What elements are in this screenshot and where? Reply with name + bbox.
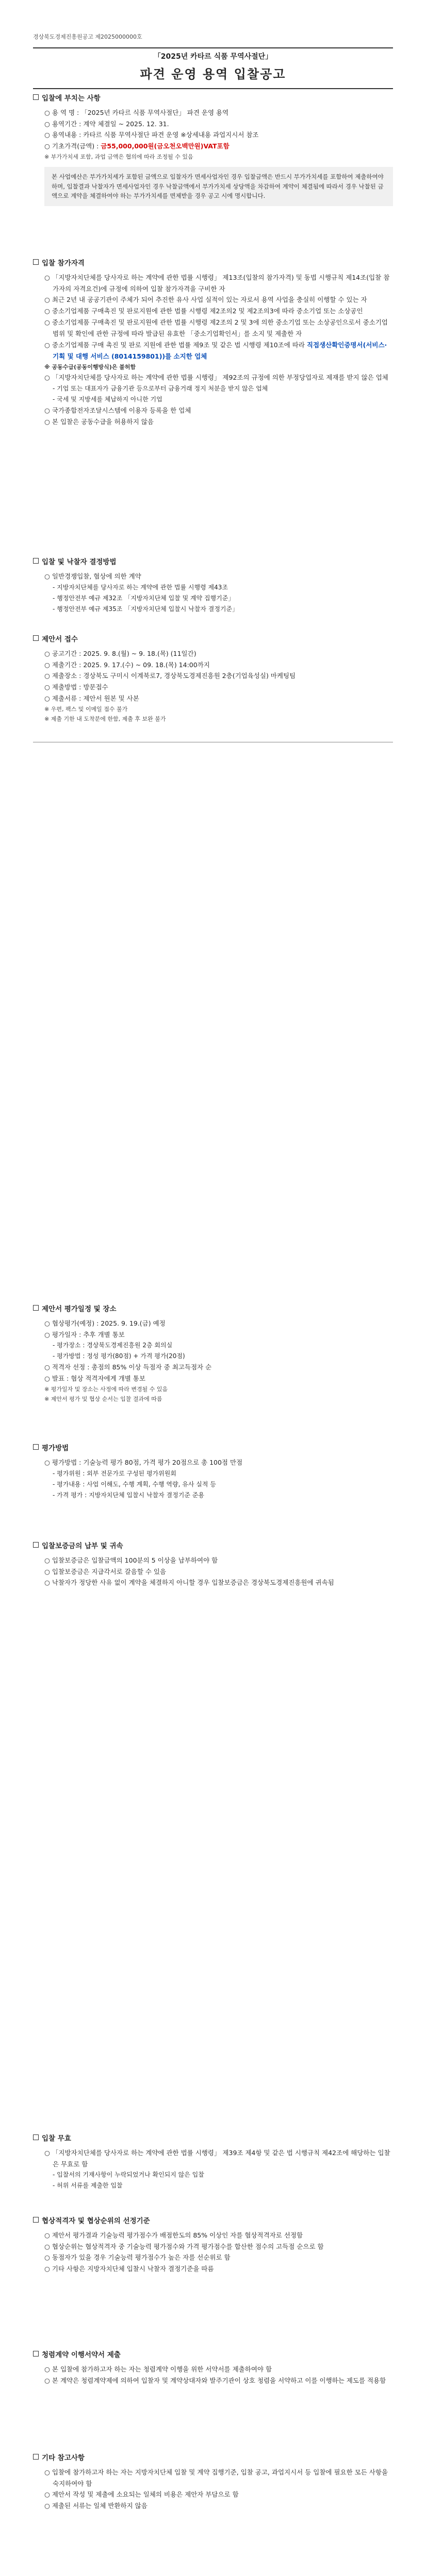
list-item: ○ 기타 사항은 지방자치단체 입찰시 낙찰자 결정기준을 따름 — [44, 2265, 214, 2273]
vat-notice-box: 본 사업예산은 부가가치세가 포함된 금액으로 입찰자가 면세사업자인 경우 입찰금액은 반드시 부가가치세를 포함하여 제출하여야 하며, 입찰결과 낙찰자가 면세사업자인 경우 낙찰금액에서 부가가치세 상당액을 차감하여 계약이 체결됨에 따라서 경우 낙찰된 금액으로 계약을 체결하여야 하는 부가가치세를 면제받을 경우 공고 시에 명시합니다. — [44, 167, 393, 206]
list-item: ○ 본 입찰에 참가하고자 하는 자는 청렴계약 이행을 위한 서약서를 제출하여야 함 — [44, 2365, 272, 2373]
square-bullet-icon — [33, 635, 39, 641]
price-note: ※ 부가가치세 포함, 과업 금액은 협의에 따라 조정될 수 있음 — [44, 154, 193, 161]
square-bullet-icon — [33, 1542, 39, 1548]
list-item: - 평가내용 : 사업 이해도, 수행 계획, 수행 역량, 유사 실적 등 — [53, 1480, 216, 1488]
section-award-method — [33, 556, 393, 615]
list-item: ○ 용역기간 : 계약 체결일 ~ 2025. 12. 31. — [44, 120, 169, 128]
section-integrity-pledge — [33, 2349, 393, 2386]
list-item: ○ 제출서류 : 제안서 원본 및 사본 — [44, 694, 139, 703]
list-item: ○ 「지방자치단체를 당사자로 하는 계약에 관한 법률 시행령」 제92조의 규정에 의한 부정당업자로 제재를 받지 않은 업체 — [44, 373, 388, 381]
list-item: ○ 적격자 선정 : 총점의 85% 이상 득점자 중 최고득점자 순 — [44, 1363, 212, 1371]
square-bullet-icon — [33, 2217, 39, 2223]
list-item: ○ 입찰보증금은 지급각서로 갈음할 수 있음 — [44, 1567, 167, 1575]
list-item: ○ 제안서 작성 및 제출에 소요되는 일체의 비용은 제안자 부담으로 함 — [44, 2490, 239, 2499]
square-bullet-icon — [33, 2351, 39, 2357]
list-item: ○ 중소기업제품 구매촉진 및 판로지원에 관한 법률 시행령 제2조의2 및 제2조의3에 따라 중소기업 또는 소상공인 — [44, 307, 363, 315]
square-bullet-icon — [33, 2454, 39, 2460]
list-item: - 평가방법 : 정성 평가(80점) + 가격 평가(20점) — [53, 1352, 185, 1360]
section-other-notes — [33, 2452, 393, 2512]
section-qualification — [33, 258, 393, 428]
list-item: ○ 협상평가(예정) : 2025. 9. 19.(금) 예정 — [44, 1319, 166, 1327]
list-item: - 행정안전부 예규 제35조 「지방자치단체 입찰시 낙찰자 결정기준」 — [53, 605, 239, 613]
list-item: ○ 발표 : 협상 적격자에게 개별 통보 — [44, 1375, 145, 1383]
section-negotiation-criteria — [33, 2215, 393, 2275]
list-item: ○ 본 계약은 청렴계약제에 의하여 입찰자 및 계약상대자와 발주기관이 상호 청렴을 서약하고 이를 이행하는 제도를 적용함 — [44, 2376, 386, 2384]
list-item: ○ 제출장소 : 경상북도 구미시 이계북로7, 경상북도경제진흥원 2층(기업육성실) 마케팅팀 — [44, 672, 296, 680]
section-heading: 입찰 및 낙찰자 결정방법 — [33, 556, 393, 569]
section-heading: 입찰 참가자격 — [33, 258, 393, 270]
title-box — [33, 47, 393, 89]
list-item: - 국세 및 지방세를 체납하지 아니한 기업 — [53, 395, 162, 403]
square-bullet-icon — [33, 94, 39, 100]
submission-note: ※ 제출 기한 내 도착분에 한함, 제출 후 보완 불가 — [44, 716, 166, 723]
section-bid-items — [33, 93, 393, 206]
list-item: ○ 최근 2년 내 공공기관이 주체가 되어 추진한 유사 사업 실적이 있는 자로서 용역 사업을 충실히 이행할 수 있는 자 — [44, 296, 367, 304]
page-title: 파견 운영 용역 입찰공고 — [140, 66, 286, 81]
section-heading: 제안서 평가일정 및 장소 — [33, 1303, 393, 1316]
list-item: ○ 낙찰자가 정당한 사유 없이 계약을 체결하지 아니할 경우 입찰보증금은 경상북도경제진흥원에 귀속됨 — [44, 1579, 334, 1587]
list-item: ○ 동점자가 있을 경우 기술능력 평가점수가 높은 자를 선순위로 함 — [44, 2253, 231, 2262]
list-item: ○ 제출된 서류는 일체 반환하지 않음 — [44, 2502, 148, 2510]
square-bullet-icon — [33, 558, 39, 564]
list-item: - 평가위원 : 외부 전문가로 구성된 평가위원회 — [53, 1469, 176, 1477]
list-item: ○ 중소기업제품 구매촉진 및 판로지원에 관한 법률 시행령 제2조의 2 및 3에 의한 중소기업 또는 소상공인으로서 중소기업 범위 및 확인에 관한 규정에 따라 발급된 유효한 「중소기업확인서」를 소지 및 제출한 자 — [44, 318, 388, 337]
square-bullet-icon — [33, 2134, 39, 2140]
section-heading: 입찰보증금의 납부 및 귀속 — [33, 1540, 393, 1553]
square-bullet-icon — [33, 259, 39, 265]
list-item: ○ 국가종합전자조달시스템에 이용자 등록을 한 업체 — [44, 406, 191, 414]
consortium-note: ※ 공동수급(공동이행방식)은 불허함 — [44, 363, 136, 370]
list-item: ○ 입찰보증금은 입찰금액의 100분의 5 이상을 납부하여야 함 — [44, 1556, 218, 1564]
section-heading: 기타 참고사항 — [33, 2452, 393, 2465]
list-item: ○ 중소기업제품 구매 촉진 및 판로 지원에 관한 법률 제9조 및 같은 법 시행령 제10조에 따라 직접생산확인증명서(서비스·기획 및 대행 서비스 (8014159801))를 소지한 업체 — [44, 341, 387, 360]
list-item: ○ 협상순위는 협상적격자 중 기술능력 평가점수와 가격 평가점수를 합산한 점수의 고득점 순으로 함 — [44, 2242, 324, 2250]
list-item: - 입찰서의 기재사항이 누락되었거나 확인되지 않은 입찰 — [53, 2171, 204, 2179]
list-item: ○ 용역내용 : 카타르 식품 무역사절단 파견 운영 ※상세내용 과업지시서 참조 — [44, 131, 259, 139]
section-evaluation-method — [33, 1443, 393, 1501]
list-item: - 행정안전부 예규 제32조 「지방자치단체 입찰 및 계약 집행기준」 — [53, 594, 235, 602]
section-proposal-submission — [33, 634, 393, 724]
direct-production-cert: 직접생산확인증명서(서비스·기획 및 대행 서비스 (8014159801))를 소지한 업체 — [53, 341, 387, 360]
square-bullet-icon — [33, 1444, 39, 1450]
list-item: - 허위 서류를 제출한 입찰 — [53, 2182, 123, 2190]
list-item: - 가격 평가 : 지방자치단체 입찰시 낙찰자 결정기준 준용 — [53, 1491, 204, 1499]
list-item: ○ 평가방법 : 기술능력 평가 80점, 가격 평가 20점으로 총 100점 만점 — [44, 1458, 243, 1466]
section-heading: 제안서 접수 — [33, 634, 393, 646]
square-bullet-icon — [33, 1305, 39, 1311]
list-item: ○ 본 입찰은 공동수급을 허용하지 않음 — [44, 417, 154, 426]
section-heading: 평가방법 — [33, 1443, 393, 1455]
section-heading: 청렴계약 이행서약서 제출 — [33, 2349, 393, 2362]
submission-note: ※ 우편, 팩스 및 이메일 접수 불가 — [44, 706, 128, 713]
list-item: ○ 「지방자치단체를 당사자로 하는 계약에 관한 법률 시행령」 제13조(입찰의 참가자격) 및 동법 시행규칙 제14조(입찰 참가자의 자격요건)에 규정에 의하여 입찰 참가자격을 구비한 자 — [44, 273, 390, 293]
list-item: ○ 평가일자 : 추후 개별 통보 — [44, 1330, 125, 1338]
list-item: - 지방자치단체를 당사자로 하는 계약에 관한 법률 시행령 제43조 — [53, 583, 228, 591]
schedule-note: ※ 제안서 평가 및 협상 순서는 입찰 결과에 따름 — [44, 1396, 162, 1403]
section-heading: 협상적격자 및 협상순위의 선정기준 — [33, 2215, 393, 2228]
schedule-note: ※ 평가일자 및 장소는 사정에 따라 변경될 수 있음 — [44, 1386, 168, 1393]
list-item: ○ 용 역 명 : 「2025년 카타르 식품 무역사절단」 파견 운영 용역 — [44, 108, 229, 116]
list-item: - 평가장소 : 경상북도경제진흥원 2층 회의실 — [53, 1342, 173, 1349]
list-item: ○ 「지방자치단체를 당사자로 하는 계약에 관한 법률 시행령」 제39조 제4항 및 같은 법 시행규칙 제42조에 해당하는 입찰은 무효로 함 — [44, 2148, 390, 2168]
list-item: ○ 공고기간 : 2025. 9. 8.(월) ~ 9. 18.(목) (11일간) — [44, 649, 196, 657]
list-item: ○ 일반경쟁입찰, 협상에 의한 계약 — [44, 572, 141, 580]
list-item: ○ 기초가격(금액) : 금55,000,000원(금오천오백만원)VAT포함 — [44, 142, 230, 150]
section-bid-bond — [33, 1540, 393, 1588]
section-heading: 입찰에 부치는 사항 — [33, 93, 393, 105]
list-item: ○ 입찰에 참가하고자 하는 자는 지방자치단체 입찰 및 계약 집행기준, 입찰 공고, 과업지시서 등 입찰에 필요한 모든 사항을 숙지하여야 함 — [44, 2468, 388, 2487]
base-price: 금55,000,000원(금오천오백만원)VAT포함 — [101, 142, 230, 150]
notice-number: 경상북도경제진흥원공고 제2025000000호 — [33, 33, 142, 40]
list-item: ○ 제출방법 : 방문접수 — [44, 683, 108, 691]
section-heading: 입찰 무효 — [33, 2133, 393, 2145]
section-bid-invalid — [33, 2133, 393, 2191]
list-item: - 기업 또는 대표자가 금융기관 등으로부터 금융거래 정지 처분을 받지 않은 업체 — [53, 384, 268, 392]
section-evaluation-schedule — [33, 1303, 393, 1404]
title-subtitle: 「2025년 카타르 식품 무역사절단」 — [153, 53, 273, 61]
list-item: ○ 제출기간 : 2025. 9. 17.(수) ~ 09. 18.(목) 14:00까지 — [44, 660, 210, 669]
list-item: ○ 제안서 평가결과 기술능력 평가점수가 배점한도의 85% 이상인 자를 협상적격자로 선정함 — [44, 2231, 303, 2239]
